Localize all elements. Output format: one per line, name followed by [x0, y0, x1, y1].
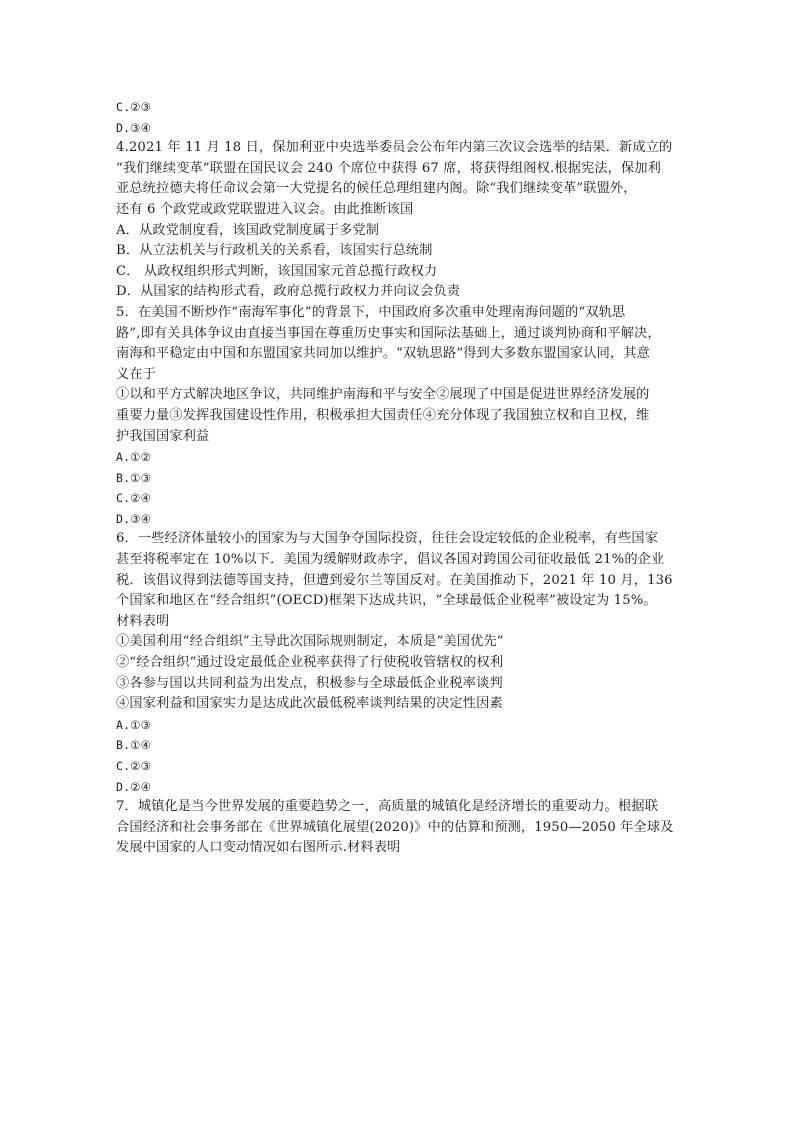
question-6 [116, 529, 684, 797]
question-6-statement: ②“经合组织”通过设定最低企业税率获得了行使税收管辖权的权利 [116, 655, 504, 671]
option-c: C． 从政权组织形式判断，该国国家元首总揽行政权力 [116, 263, 438, 279]
option-d: D.②④ [116, 779, 152, 794]
question-5-statement-line: ①以和平方式解决地区争议，共同维护南海和平与安全②展现了中国是促进世界经济发展的 [116, 387, 650, 403]
question-6-stem-line: 甚至将税率定在 10%以下．美国为缓解财政赤字，倡议各国对跨国公司征收最低 21%的企业 [116, 552, 665, 568]
option-a: A.①③ [116, 717, 152, 732]
question-7-stem-line: 发展中国家的人口变动情况如右图所示.材料表明 [116, 840, 401, 856]
question-5-statement-line: 护我国国家利益 [116, 428, 210, 444]
question-4-stem-line: 亚总统拉德夫将任命议会第一大党提名的候任总理组建内阁。除“我们继续变革”联盟外， [116, 181, 637, 197]
question-4-stem-line: “我们继续变革”联盟在国民议会 240 个席位中获得 67 席，将获得组阁权.根据宪法，保加利 [116, 160, 662, 176]
question-6-stem-line: 个国家和地区在“经合组织”(OECD)框架下达成共识，“全球最低企业税率”被设定为 15%。 [116, 593, 657, 609]
question-3-options [116, 97, 684, 138]
question-6-stem-line: 税．该倡议得到法德等国支持，但遭到爱尔兰等国反对。在美国推动下，2021 年 10 月，136 [116, 572, 673, 588]
question-7-stem-line: 合国经济和社会事务部在《世界城镇化展望(2020)》中的估算和预测，1950—2050 年全球及 [116, 819, 674, 835]
option-d: D．从国家的结构形式看，政府总揽行政权力并向议会负责 [116, 284, 461, 300]
option-b: B.①③ [116, 470, 152, 485]
option-c: C.②③ [116, 759, 152, 773]
question-7-stem-line: 7．城镇化是当今世界发展的重要趋势之一，高质量的城镇化是经济增长的重要动力。根据联 [116, 799, 659, 815]
question-6-stem-line: 6．一些经济体量较小的国家为与大国争夺国际投资，往往会设定较低的企业税率，有些国家 [116, 531, 659, 547]
question-7 [116, 797, 684, 859]
question-6-statement: ③各参与国以共同利益为出发点，积极参与全球最低企业税率谈判 [116, 675, 503, 691]
option-a: A．从政党制度看，该国政党制度属于多党制 [116, 222, 380, 238]
question-5-statement-line: 重要力量③发挥我国建设性作用，积极承担大国责任④充分体现了我国独立权和自卫权，维 [116, 407, 650, 423]
option-c: C.②③ [116, 100, 152, 114]
question-5-stem-line: 5．在美国不断炒作“南海军事化”的背景下，中国政府多次重申处理南海问题的“双轨思 [116, 304, 626, 320]
question-4-stem-line: 4.2021 年 11 月 18 日，保加利亚中央选举委员会公布年内第三次议会选举的结果．新成立的 [116, 140, 673, 156]
option-d: D.③④ [116, 511, 152, 526]
option-b: B.①④ [116, 738, 152, 753]
option-b: B．从立法机关与行政机关的关系看，该国实行总统制 [116, 243, 433, 259]
question-6-statement: ④国家利益和国家实力是达成此次最低税率谈判结果的决定性因素 [116, 696, 503, 712]
question-5-stem-line: 义在于 [116, 366, 157, 382]
question-6-stem-line: 材料表明 [116, 613, 170, 629]
question-4-stem-line: 还有 6 个政党或政党联盟进入议会。由此推断该国 [116, 201, 414, 217]
option-c: C.②④ [116, 491, 152, 506]
option-d: D.③④ [116, 120, 152, 135]
exam-page [116, 97, 684, 859]
question-6-statement: ①美国利用“经合组织”主导此次国际规则制定，本质是“美国优先” [116, 634, 504, 650]
question-5 [116, 303, 684, 530]
question-5-stem-line: 路”,即有关具体争议由直接当事国在尊重历史事实和国际法基础上，通过谈判协商和平解决， [116, 325, 661, 341]
option-a: A.①② [116, 450, 152, 465]
question-4 [116, 138, 684, 303]
question-5-stem-line: 南海和平稳定由中国和东盟国家共同加以维护。“双轨思路”得到大多数东盟国家认同，其意 [116, 346, 650, 362]
